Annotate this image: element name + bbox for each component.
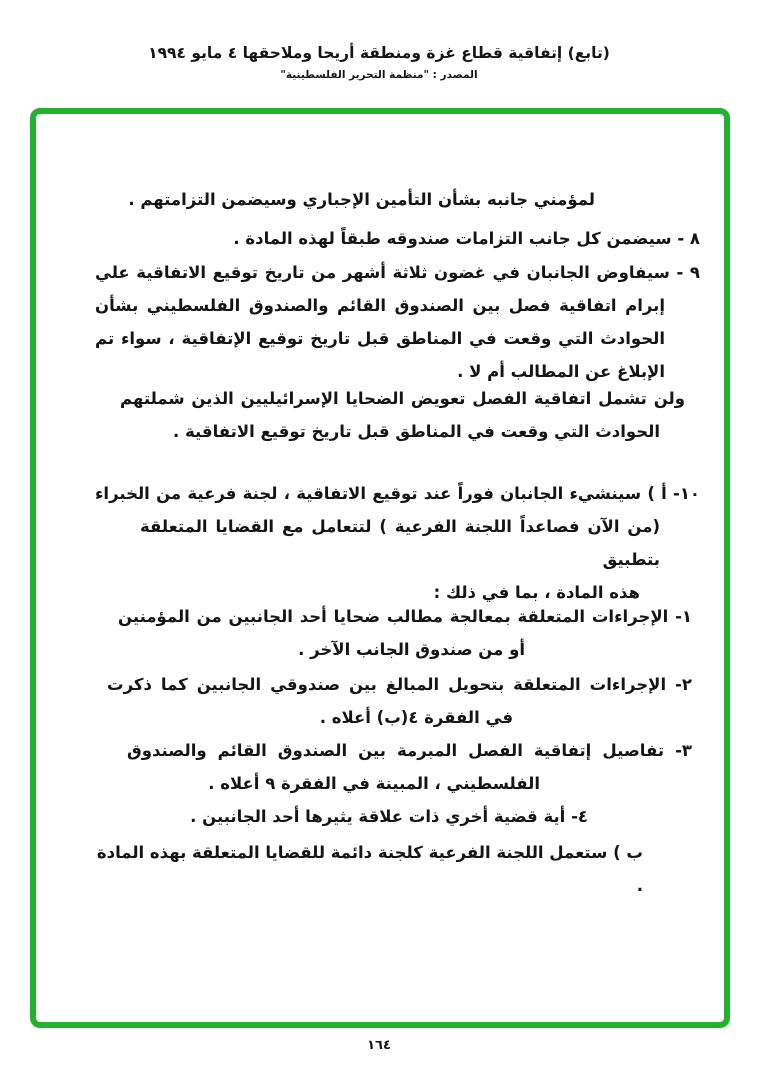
text-line: الحوادث التي وقعت في المناطق قبل تاريخ توقيع الاتفاقية . [173, 422, 660, 441]
text-line: ب ) ستعمل اللجنة الفرعية كلجنة دائمة للقضايا المتعلقة بهذه المادة . [96, 843, 643, 895]
text-line: أو من صندوق الجانب الآخر . [298, 640, 525, 659]
text-line: في الفقرة ٤(ب) أعلاه . [319, 708, 513, 727]
page-number: ١٦٤ [367, 1038, 391, 1053]
content-border-box [30, 108, 730, 1028]
page-header [0, 44, 758, 81]
header-source: المصدر : "منظمة التحرير الفلسطينية" [280, 69, 478, 81]
text-line: هذه المادة ، بما في ذلك : [433, 583, 640, 602]
paragraph [95, 668, 700, 734]
header-title: (تابع) إتفاقية قطاع غزة ومنطقة أريحا وملاحقها ٤ مايو ١٩٩٤ [148, 44, 610, 62]
text-line: ولن تشمل اتفاقية الفصل تعويض الضحايا الإسرائيليين الذين شملتهم [120, 389, 685, 408]
paragraph [95, 600, 700, 666]
text-line: الفلسطيني ، المبينة في الفقرة ٩ أعلاه . [208, 774, 540, 793]
paragraph [95, 836, 700, 902]
text-line: (من الآن فصاعداً اللجنة الفرعية ) لتتعامل مع القضايا المتعلقة بتطبيق [140, 517, 660, 569]
text-line: الإبلاغ عن المطالب أم لا . [457, 362, 665, 381]
paragraph [95, 800, 700, 833]
text-line: الحوادث التي وقعت في المناطق قبل تاريخ توقيع الإتفاقية ، سواء تم [95, 329, 665, 348]
paragraph [95, 477, 700, 609]
paragraph [95, 222, 700, 255]
body-text [95, 183, 700, 902]
text-line: ٢- الإجراءات المتعلقة بتحويل المبالغ بين صندوقي الجانبين كما ذكرت [107, 675, 692, 694]
text-line: ٤- أية قضية أخري ذات علاقة يثيرها أحد الجانبين . [190, 807, 588, 826]
paragraph [95, 734, 700, 800]
text-line: ٨ - سيضمن كل جانب التزامات صندوقه طبقاً لهذه المادة . [233, 229, 700, 248]
text-line: ١- الإجراءات المتعلقة بمعالجة مطالب ضحايا أحد الجانبين من المؤمنين [118, 607, 692, 626]
paragraph [95, 256, 700, 388]
paragraph [95, 382, 700, 448]
text-line: ٣- تفاصيل إتفاقية الفصل المبرمة بين الصندوق القائم والصندوق [127, 741, 692, 760]
text-line: ٩ - سيفاوض الجانبان في غضون ثلاثة أشهر من تاريخ توقيع الاتفاقية علي [95, 263, 700, 282]
text-line: إبرام اتفاقية فصل بين الصندوق القائم والصندوق الفلسطيني بشأن [95, 296, 665, 315]
text-line: لمؤمني جانبه بشأن التأمين الإجباري وسيضمن التزامتهم . [128, 190, 595, 209]
text-line: ١٠- أ ) سينشيء الجانبان فوراً عند توقيع الاتفاقية ، لجنة فرعية من الخبراء [95, 484, 700, 503]
paragraph [95, 183, 700, 216]
